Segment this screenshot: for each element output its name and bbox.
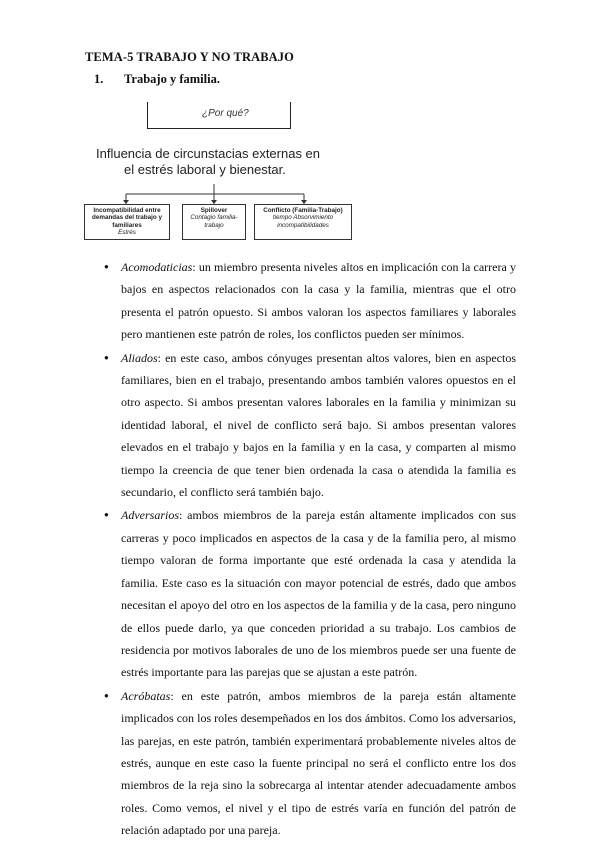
section-title: Trabajo y familia. — [124, 72, 220, 86]
list-item — [104, 685, 516, 842]
bullet-icon: ● — [104, 510, 109, 520]
bullet-icon: ● — [104, 352, 109, 362]
box-title: Conflicto (Familia-Trabajo) — [263, 207, 343, 214]
item-text: : en este caso, ambos cónyuges presentan altos valores, bien en aspectos familiares, bien en el trabajo, presentando ambos también valores opuestos en el otro aspecto. Si ambos presentan valores laborales en la familia y minimizan su identidad laboral, el nivel de conflicto será bajo. Si ambos presentan valores elevados en el trabajo y bajos en la familia y en la casa, y comparten al mismo tiempo la creencia de que tener bien ordenada la casa o atendida la familia es secundario, el conflicto será también bajo. — [121, 350, 516, 500]
diagram-box-conflicto — [254, 204, 352, 240]
section-number: 1. — [94, 72, 104, 86]
item-text: : un miembro presenta niveles altos en implicación con la carrera y bajos en aspectos relacionados con la casa y la familia, mientras que el otro presenta el patrón opuesto. Si ambos valoran los aspectos familiares y laborales pero mantienen este patrón de roles, los conflictos pueden ser mínimos. — [121, 260, 516, 342]
bullet-icon: ● — [104, 262, 109, 271]
pattern-list — [104, 256, 516, 843]
question-text: ¿Por qué? — [202, 108, 249, 119]
item-text: : ambos miembros de la pareja están altamente implicados con sus carreras y poco implicados en aspectos de la casa y de la familia pero, al mismo tiempo valoran de forma importante que esté ordenada la casa y atendida la familia. Este caso es la situación con mayor potencial de estrés, dado que ambos necesitan el apoyo del otro en los aspectos de la familia y de la casa, pero ninguno de ellos puede darlo, ya que conceden prioridad a su trabajo. Los cambios de residencia por motivos laborales de uno de los miembros puede ser una fuente de estrés importante para las parejas que se ajustan a este patrón. — [121, 508, 516, 680]
diagram-box-incompatibilidad — [84, 204, 170, 240]
item-term: Aliados — [121, 350, 158, 365]
document-title: TEMA-5 TRABAJO Y NO TRABAJO — [85, 50, 294, 64]
diagram-heading-line1: Influencia de circunstacias externas en — [96, 146, 321, 161]
item-term: Adversarios — [121, 508, 179, 523]
box-subtitle: Estrés — [118, 229, 136, 237]
list-item — [104, 256, 516, 346]
bullet-icon: ● — [104, 690, 109, 700]
box-title: Spillover — [200, 207, 228, 214]
item-term: Acróbatas — [121, 688, 171, 703]
item-term: Acomodaticias — [121, 260, 193, 274]
box-subtitle: tiempo Absorvimiento incompatibilidades — [272, 214, 334, 229]
box-title: Incompatibilidad entre demandas del trabajo y familiares — [92, 207, 162, 229]
box-subtitle: Contagio familia-trabajo — [190, 214, 238, 229]
diagram-heading-line2: el estrés laboral y bienestar. — [124, 162, 286, 177]
list-item — [104, 347, 516, 504]
influence-diagram — [82, 100, 354, 248]
diagram-box-spillover — [182, 204, 246, 240]
list-item — [104, 504, 516, 683]
item-text: : en este patrón, ambos miembros de la pareja están altamente implicados con los roles desempeñados en los dos ámbitos. Como los adversarios, las parejas, en este patrón, también experimentará probablemente niveles altos de estrés, aunque en este caso la fuente principal no será el conflicto entre los dos miembros de la reja sino la sobrecarga al intentar atender adecuadamente ambos roles. Como vemos, el nivel y el tipo de estrés varía en función del patrón de relación adaptado por una pareja. — [121, 688, 516, 838]
